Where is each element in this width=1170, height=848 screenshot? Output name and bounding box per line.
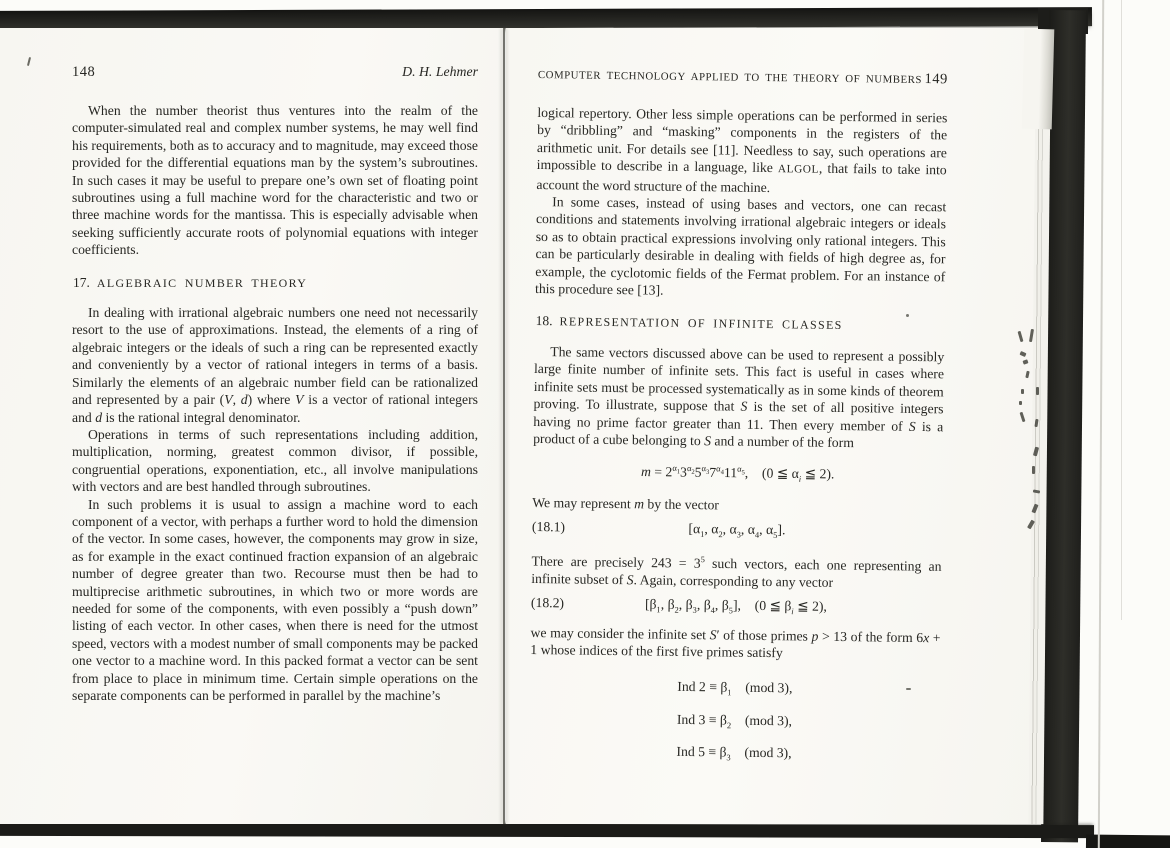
cover-edge-line-2 [1121,0,1122,620]
page-stack-top-corner [1022,29,1055,130]
page-number: 149 [924,71,948,88]
print-dash-artifact [906,688,911,690]
section-number: 17. [73,274,90,290]
pencil-mark [1019,401,1022,405]
print-dot-artifact [906,314,909,317]
running-head-author: D. H. Lehmer [402,64,478,79]
paragraph: There are precisely $243 = 3^5$ such vectors, each one representing an infinite subset of S. Again, corresponding to any vector [531,553,942,590]
running-head-title: COMPUTER TECHNOLOGY APPLIED TO THE THEORY OF NUMBERS [537,68,923,87]
page-148-text-column [72,64,478,704]
equation-label: (18.1) [531,519,566,535]
equation-content: [$\alpha_1$, $\alpha_2$, $\alpha_3$, $\alpha_4$, $\alpha_5$]. [688,521,786,541]
paragraph: We may represent m by the vector [532,494,720,513]
paragraph: In dealing with irrational algebraic numbers one need not necessarily resort to the use of approximations. Instead, the elements of a ring of algebraic integers or the ideals of such a ring can be represented exactly and conveniently by a vector of rational integers in terms of a basis. Similarly the elements of an algebraic number field can be rationalized and represented by a pair (V, d) where V is a vector of rational integers and d is the rational integral denominator. [72,305,478,425]
paragraph: In such problems it is usual to assign a machine word to each component of a vector, with perhaps a further word to hold the dimension of the vector. In some cases, however, the components may grow in size, as for example in the exact continued fraction expansion of an algebraic number of degree greater than two. Recourse must then be had to multiprecise arithmetic subroutines, in which two or more words are needed for some of the components, with even possibly a “push down” listing of each vector. In other cases, when there is need for the utmost speed, vectors with a modest number of small components may be packed one vector to a machine word. In this packed format a vector can be sent from place to place in minimum time. Certain simple operations on the separate components can be performed in parallel by the machine’s [72,496,478,703]
page-149-body [529,104,948,774]
congruence-block [529,671,940,775]
section-heading-18 [536,312,945,336]
pencil-mark [1032,466,1035,474]
congruence-line: Ind $5 \equiv \beta_3$ (mod 3), [676,744,792,763]
page-148-body [72,102,478,704]
pencil-mark [1036,387,1039,395]
cover-edge-line [1098,0,1104,848]
equation-18-1 [532,518,942,547]
book-cover-top-edge [0,7,1092,30]
congruence-line: Ind $2 \equiv \beta_1$ (mod 3), [677,678,793,698]
page-148-header [72,64,478,81]
congruence-lines [676,673,792,773]
section-number: 18. [535,313,553,329]
section-heading-17 [73,274,478,292]
paragraph: we may consider the infinite set S′ of those primes p > 13 of the form 6x + 1 whose indices of the first five primes satisfy [530,625,941,661]
section-title: REPRESENTATION OF INFINITE CLASSES [559,314,843,333]
section-title: ALGEBRAIC NUMBER THEORY [96,275,308,290]
pencil-mark [1021,389,1024,394]
page-gutter-shadow [503,28,505,824]
paragraph: The same vectors discussed above can be used to represent a possibly large finite number of infinite sets. This fact is useful in cases where infinite sets must be processed systematically as in some kinds of theorem proving. To illustrate, suppose that S is the set of all positive integers having no prime factor greater than 11. Then every member of S is a product of a cube belonging to S and a number of the form [533,344,945,451]
page-number: 148 [72,64,96,80]
paragraph: Operations in terms of such representations including addition, multiplication, norming, greatest common divisor, if possible, congruential operations, exponentiation, etc., all involve manipulations with vectors and are best handled through subroutines. [72,426,478,495]
equation-label: (18.2) [530,594,565,611]
equation-content: [$\beta_1$, $\beta_2$, $\beta_3$, $\beta_4$, $\beta_5$], (0 ≦ $\beta_i$ ≦ 2), [644,596,827,617]
congruence-line: Ind $3 \equiv \beta_2$ (mod 3), [676,711,793,730]
paragraph: logical repertory. Other less simple operations can be performed in series by “dribbling” and “masking” components in the registers of the arithmetic unit. For details see [11]. Needless to say, such operations are impossible to describe in a language, like ALGOL, that fails to take into account the word structure of the machine. [536,104,948,195]
paragraph: In some cases, instead of using bases and vectors, one can recast conditions and statements involving irrational algebraic integers or ideals so as to obtain practical expressions involving only rational integers. This can be particularly desirable in dealing with fields of high degree as, for example, the cyclotomic fields of the Fermat problem. For an instance of this procedure see [13]. [534,194,947,298]
equation-18-2 [531,594,941,623]
display-formula-m: $m = 2^{\alpha_1}3^{\alpha_2}5^{\alpha_3}7^{\alpha_4}11^{\alpha_5}$, (0 ≦ $\alpha_i$ ≦ 2). [640,463,835,485]
book-cover-bottom-edge [0,823,1094,838]
paragraph: When the number theorist thus ventures into the realm of the computer-simulated real and complex number systems, he may well find his requirements, both as to accuracy and to magnitude, may exceed those provided for the differential equations man by the system’s subroutines. In such cases it may be useful to prepare one’s own set of floating point subroutines using a full machine word for the characteristic and two or three machine words for the mantissa. This is especially advisable when seeking sufficiently accurate roots of polynomial equations with integer coefficients. [72,103,478,258]
page-149-text-column [529,66,948,774]
